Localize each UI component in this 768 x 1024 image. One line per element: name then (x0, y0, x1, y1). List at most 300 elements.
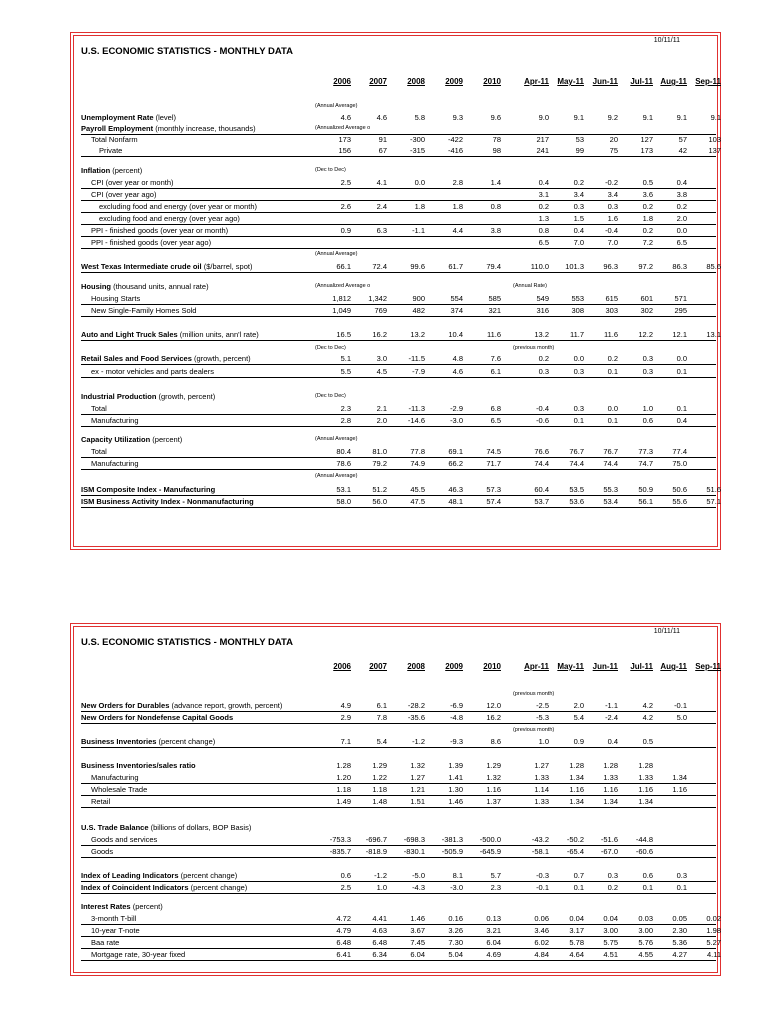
row-label: Mortgage rate, 30-year fixed (91, 950, 186, 959)
data-cell: 0.5 (642, 178, 653, 187)
data-cell: 1.32 (410, 761, 425, 770)
data-cell: -9.3 (450, 737, 463, 746)
data-cell: 97.2 (638, 262, 653, 271)
row-label-detail: (percent) (110, 166, 143, 175)
data-cell: 77.3 (638, 447, 653, 456)
data-cell: 0.6 (642, 416, 653, 425)
data-cell: 47.5 (410, 497, 425, 506)
row-label (81, 353, 251, 364)
row-note: (Dec to Dec) (315, 167, 346, 173)
row-label-bold: U.S. Trade Balance (81, 823, 149, 832)
data-cell: 1.39 (448, 761, 463, 770)
data-cell: 57 (678, 135, 687, 144)
row-label (81, 165, 142, 176)
column-header: 2009 (445, 77, 463, 86)
row-label-detail: (percent) (150, 435, 183, 444)
data-cell: -6.9 (450, 701, 463, 710)
data-cell: 2.3 (340, 404, 351, 413)
data-cell: -65.4 (566, 847, 584, 856)
data-cell: 3.46 (534, 926, 549, 935)
row-label: New Single-Family Homes Sold (91, 306, 197, 315)
row-label-detail: (advance report, growth, percent) (169, 701, 283, 710)
data-cell: 7.0 (607, 238, 618, 247)
row-label (81, 329, 259, 340)
data-cell: 6.5 (538, 238, 549, 247)
data-cell: 1.28 (603, 761, 618, 770)
data-cell: 56.0 (372, 497, 387, 506)
column-header: Aug-11 (660, 77, 687, 86)
data-cell: -14.6 (407, 416, 425, 425)
data-cell: 74.7 (638, 459, 653, 468)
data-cell: 11.7 (569, 330, 584, 339)
data-cell: 86.3 (672, 262, 687, 271)
data-cell: 13.2 (410, 330, 425, 339)
row-label (81, 736, 215, 747)
data-cell: -4.3 (412, 883, 425, 892)
data-cell: 6.3 (376, 226, 387, 235)
data-cell: 2.9 (340, 713, 351, 722)
data-cell: -1.1 (605, 701, 618, 710)
data-cell: 5.36 (672, 938, 687, 947)
data-cell: 11.6 (603, 330, 618, 339)
data-cell: 9.1 (676, 113, 687, 122)
table-row (81, 201, 716, 213)
row-label-bold: ISM Business Activity Index - Nonmanufacturing (81, 497, 254, 506)
data-cell: 1.28 (638, 761, 653, 770)
row-label: Manufacturing (91, 773, 139, 782)
data-cell: 0.02 (706, 914, 721, 923)
data-cell: 1.8 (414, 202, 425, 211)
data-cell: 6.48 (372, 938, 387, 947)
data-cell: 1,812 (332, 294, 351, 303)
data-cell: 99 (575, 146, 584, 155)
data-cell: 0.03 (638, 914, 653, 923)
data-cell: 8.1 (452, 871, 463, 880)
data-cell: 46.3 (448, 485, 463, 494)
data-cell: 4.55 (638, 950, 653, 959)
data-cell: 1.16 (486, 785, 501, 794)
data-cell: -5.3 (536, 713, 549, 722)
data-cell: 900 (412, 294, 425, 303)
row-label-detail: (million units, ann'l rate) (177, 330, 259, 339)
data-cell: 7.2 (642, 238, 653, 247)
row-label (81, 391, 215, 402)
data-cell: 1.29 (486, 761, 501, 770)
data-cell: 7.30 (448, 938, 463, 947)
data-cell: 4.63 (372, 926, 387, 935)
row-label: ex - motor vehicles and parts dealers (91, 367, 214, 376)
data-cell: 0.13 (486, 914, 501, 923)
data-cell: 4.72 (336, 914, 351, 923)
row-label: CPI (over year ago) (91, 190, 157, 199)
data-cell: 3.17 (569, 926, 584, 935)
data-cell: 96.3 (603, 262, 618, 271)
table-row (81, 772, 716, 784)
table-row (81, 700, 716, 712)
data-cell: 0.0 (414, 178, 425, 187)
data-cell: 0.1 (607, 416, 618, 425)
row-label-bold: Payroll Employment (81, 124, 154, 133)
data-cell: 0.2 (642, 202, 653, 211)
row-label-detail: (thousand units, annual rate) (111, 282, 209, 291)
table-row (81, 870, 716, 882)
data-cell: 53.7 (534, 497, 549, 506)
row-label (81, 496, 254, 507)
data-cell: 571 (674, 294, 687, 303)
data-cell: 12.2 (638, 330, 653, 339)
row-label-detail: (growth, percent) (191, 354, 251, 363)
data-cell: 0.2 (676, 202, 687, 211)
data-cell: -0.3 (536, 871, 549, 880)
table-row (81, 237, 716, 249)
data-cell: 769 (374, 306, 387, 315)
data-cell: 12.0 (486, 701, 501, 710)
row-note: (Annualized Average o (315, 125, 371, 131)
data-cell: 98 (492, 146, 501, 155)
data-cell: 1.0 (538, 737, 549, 746)
data-cell: 8.6 (490, 737, 501, 746)
data-cell: -505.9 (441, 847, 463, 856)
data-cell: 3.8 (490, 226, 501, 235)
data-cell: 66.2 (448, 459, 463, 468)
data-cell: 5.8 (414, 113, 425, 122)
data-cell: 6.41 (336, 950, 351, 959)
column-header: 2007 (369, 77, 387, 86)
row-label: Goods and services (91, 835, 158, 844)
column-header: 2008 (407, 662, 425, 671)
data-cell: 78 (492, 135, 501, 144)
data-cell: 74.4 (534, 459, 549, 468)
row-label: PPI - finished goods (over year or month) (91, 226, 229, 235)
data-cell: 57.3 (486, 485, 501, 494)
data-cell: 3.00 (638, 926, 653, 935)
data-cell: 3.1 (538, 190, 549, 199)
data-cell: 0.3 (676, 871, 687, 880)
row-note: (Annualized Average o (315, 283, 371, 289)
data-cell: 0.16 (448, 914, 463, 923)
data-cell: 6.1 (376, 701, 387, 710)
column-header: Jul-11 (630, 662, 653, 671)
table-row (81, 101, 716, 112)
row-label-bold: Business Inventories/sales ratio (81, 761, 196, 770)
data-cell: 6.5 (490, 416, 501, 425)
data-cell: 42 (678, 146, 687, 155)
data-cell: 1.46 (410, 914, 425, 923)
table-row (81, 937, 721, 949)
row-label: excluding food and energy (over year ago) (99, 214, 240, 223)
data-cell: 0.0 (676, 226, 687, 235)
data-cell: 1.34 (569, 797, 584, 806)
data-cell: -35.6 (407, 713, 425, 722)
data-cell: 0.3 (642, 354, 653, 363)
page-title: U.S. ECONOMIC STATISTICS - MONTHLY DATA (81, 46, 293, 57)
data-cell: 4.6 (376, 113, 387, 122)
data-cell: 56.1 (638, 497, 653, 506)
row-label-detail: (percent change) (156, 737, 216, 746)
row-label-detail: (percent) (130, 902, 163, 911)
data-cell: 0.1 (676, 367, 687, 376)
data-cell: 0.2 (607, 883, 618, 892)
row-label-bold: Inflation (81, 166, 111, 175)
data-cell: 1.28 (336, 761, 351, 770)
data-cell: 1.32 (486, 773, 501, 782)
data-cell: 76.7 (603, 447, 618, 456)
data-cell: 3.26 (448, 926, 463, 935)
data-cell: 2.5 (340, 883, 351, 892)
row-label-detail: (monthly increase, thousands) (153, 124, 256, 133)
data-cell: 50.6 (672, 485, 687, 494)
data-cell: 7.45 (410, 938, 425, 947)
table-row (81, 391, 716, 402)
row-label (81, 712, 233, 723)
data-cell: 3.21 (486, 926, 501, 935)
table-row (81, 712, 716, 724)
data-cell: 60.4 (534, 485, 549, 494)
data-cell: 7.0 (573, 238, 584, 247)
data-cell: 0.3 (607, 202, 618, 211)
data-cell: 9.3 (452, 113, 463, 122)
column-header: May-11 (557, 662, 584, 671)
data-cell: 75 (609, 146, 618, 155)
table-row (81, 415, 716, 427)
data-cell: -58.1 (531, 847, 549, 856)
data-cell: 1.16 (638, 785, 653, 794)
data-cell: 78.6 (336, 459, 351, 468)
data-cell: 0.9 (573, 737, 584, 746)
data-cell: -2.9 (450, 404, 463, 413)
row-label: Total (91, 404, 107, 413)
report-date: 10/11/11 (653, 37, 680, 44)
row-label (81, 484, 215, 495)
data-cell: 1.33 (534, 797, 549, 806)
column-header: 2007 (369, 662, 387, 671)
row-label (81, 434, 182, 445)
column-header: 2009 (445, 662, 463, 671)
data-cell: 99.6 (410, 262, 425, 271)
data-cell: 1.33 (534, 773, 549, 782)
row-note: (Annual Average) (315, 251, 358, 257)
data-cell: 6.04 (486, 938, 501, 947)
data-cell: 1.98 (706, 926, 721, 935)
data-cell: 1.34 (638, 797, 653, 806)
table-row (81, 293, 716, 305)
data-cell: 55.3 (603, 485, 618, 494)
data-cell: 1.14 (534, 785, 549, 794)
table-row (81, 434, 716, 445)
data-cell: 3.4 (607, 190, 618, 199)
data-cell: 4.4 (452, 226, 463, 235)
data-cell: 69.1 (448, 447, 463, 456)
data-cell: 1.41 (448, 773, 463, 782)
table-row (81, 189, 716, 201)
data-cell: -11.5 (408, 354, 425, 363)
data-cell: 1.22 (372, 773, 387, 782)
row-label-bold: Index of Coincident Indicators (81, 883, 189, 892)
data-cell: 5.27 (706, 938, 721, 947)
data-cell: 1.0 (642, 404, 653, 413)
data-cell: 0.1 (607, 367, 618, 376)
table-row (81, 305, 716, 317)
column-header: 2008 (407, 77, 425, 86)
data-cell: -67.0 (600, 847, 618, 856)
row-note: (previous month) (513, 691, 555, 697)
data-cell: 53 (575, 135, 584, 144)
data-cell: 137 (708, 146, 721, 155)
table-row (81, 484, 721, 496)
data-cell: 0.4 (676, 416, 687, 425)
report-date: 10/11/11 (653, 628, 680, 635)
data-cell: 127 (640, 135, 653, 144)
data-cell: 11.6 (486, 330, 501, 339)
data-cell: 16.5 (336, 330, 351, 339)
data-cell: -44.8 (635, 835, 653, 844)
table-row (81, 177, 716, 189)
data-cell: -0.1 (536, 883, 549, 892)
data-cell: 0.0 (573, 354, 584, 363)
data-cell: 91 (378, 135, 387, 144)
data-cell: 173 (338, 135, 351, 144)
data-cell: 6.48 (336, 938, 351, 947)
data-cell: -5.0 (412, 871, 425, 880)
table-row (81, 822, 716, 833)
data-cell: 79.4 (486, 262, 501, 271)
data-cell: -645.9 (479, 847, 501, 856)
data-cell: 1.49 (336, 797, 351, 806)
data-cell: 0.6 (642, 871, 653, 880)
table-row (81, 736, 716, 748)
row-label (81, 882, 247, 893)
row-label (81, 760, 196, 771)
data-cell: 2.3 (490, 883, 501, 892)
data-cell: 0.6 (340, 871, 351, 880)
data-cell: 0.1 (573, 883, 584, 892)
data-cell: 1.3 (538, 214, 549, 223)
data-cell: 4.2 (642, 701, 653, 710)
row-label: Retail (91, 797, 111, 806)
row-label-bold: Index of Leading Indicators (81, 871, 179, 880)
table-row (81, 446, 716, 458)
data-cell: 5.5 (340, 367, 351, 376)
data-cell: -3.0 (450, 883, 463, 892)
data-cell: 74.5 (486, 447, 501, 456)
data-cell: 316 (536, 306, 549, 315)
table-row (81, 134, 721, 145)
data-cell: -1.2 (374, 871, 387, 880)
table-row (81, 165, 716, 176)
row-label: Total (91, 447, 107, 456)
data-cell: -2.4 (605, 713, 618, 722)
data-cell: 173 (640, 146, 653, 155)
data-cell: 6.34 (372, 950, 387, 959)
data-cell: 4.51 (603, 950, 618, 959)
data-cell: 7.8 (376, 713, 387, 722)
data-cell: -28.2 (407, 701, 425, 710)
data-cell: 76.7 (569, 447, 584, 456)
data-cell: 156 (338, 146, 351, 155)
data-cell: 7.1 (340, 737, 351, 746)
data-cell: 77.8 (410, 447, 425, 456)
data-cell: 295 (674, 306, 687, 315)
data-cell: -315 (409, 146, 425, 155)
data-cell: 549 (536, 294, 549, 303)
data-cell: 13.1 (706, 330, 721, 339)
data-cell: 1.46 (448, 797, 463, 806)
data-cell: 20 (609, 135, 618, 144)
data-cell: 5.1 (340, 354, 351, 363)
table-row (81, 112, 721, 123)
data-cell: 3.6 (642, 190, 653, 199)
table-row (81, 949, 721, 961)
table-row (81, 353, 716, 365)
data-cell: 53.6 (569, 497, 584, 506)
table-row (81, 882, 716, 894)
data-cell: 1.27 (534, 761, 549, 770)
row-label-detail: (growth, percent) (156, 392, 216, 401)
data-cell: -696.7 (365, 835, 387, 844)
data-cell: 4.9 (340, 701, 351, 710)
row-note: (previous month) (513, 727, 555, 733)
table-row (81, 281, 716, 292)
data-cell: 51.6 (706, 485, 721, 494)
data-cell: -0.1 (674, 701, 687, 710)
data-cell: 51.2 (372, 485, 387, 494)
data-cell: 50.9 (638, 485, 653, 494)
data-cell: 0.04 (569, 914, 584, 923)
data-cell: 0.3 (642, 367, 653, 376)
row-label: Goods (91, 847, 114, 856)
data-cell: 374 (450, 306, 463, 315)
data-cell: 1.33 (603, 773, 618, 782)
row-label (81, 700, 282, 711)
data-cell: 3.00 (603, 926, 618, 935)
page-title: U.S. ECONOMIC STATISTICS - MONTHLY DATA (81, 637, 293, 648)
statistics-page-2 (70, 623, 721, 976)
data-cell: 4.79 (336, 926, 351, 935)
data-cell: 0.4 (607, 737, 618, 746)
column-header: Aug-11 (660, 662, 687, 671)
row-label: 3-month T-bill (91, 914, 137, 923)
table-row (81, 145, 721, 157)
data-cell: -60.6 (635, 847, 653, 856)
data-cell: -43.2 (531, 835, 549, 844)
data-cell: 5.7 (490, 871, 501, 880)
data-cell: 0.8 (490, 202, 501, 211)
data-cell: 75.0 (672, 459, 687, 468)
data-cell: 0.2 (538, 354, 549, 363)
data-cell: 2.8 (340, 416, 351, 425)
row-label-detail: (level) (153, 113, 177, 122)
row-label-bold: Auto and Light Truck Sales (81, 330, 178, 339)
data-cell: 0.9 (340, 226, 351, 235)
data-cell: 9.1 (642, 113, 653, 122)
data-cell: 1,342 (368, 294, 387, 303)
column-header: Sep-11 (695, 77, 721, 86)
data-cell: 3.8 (676, 190, 687, 199)
data-cell: 303 (605, 306, 618, 315)
row-label (81, 281, 209, 292)
data-cell: 1.6 (607, 214, 618, 223)
data-cell: 9.1 (573, 113, 584, 122)
data-cell: 9.2 (607, 113, 618, 122)
data-cell: -753.3 (329, 835, 351, 844)
data-cell: 1.37 (486, 797, 501, 806)
data-cell: 72.4 (372, 262, 387, 271)
data-cell: 77.4 (672, 447, 687, 456)
row-label-bold: ISM Composite Index - Manufacturing (81, 485, 216, 494)
data-cell: 6.02 (534, 938, 549, 947)
data-cell: 0.2 (642, 226, 653, 235)
row-note: (previous month) (513, 345, 555, 351)
